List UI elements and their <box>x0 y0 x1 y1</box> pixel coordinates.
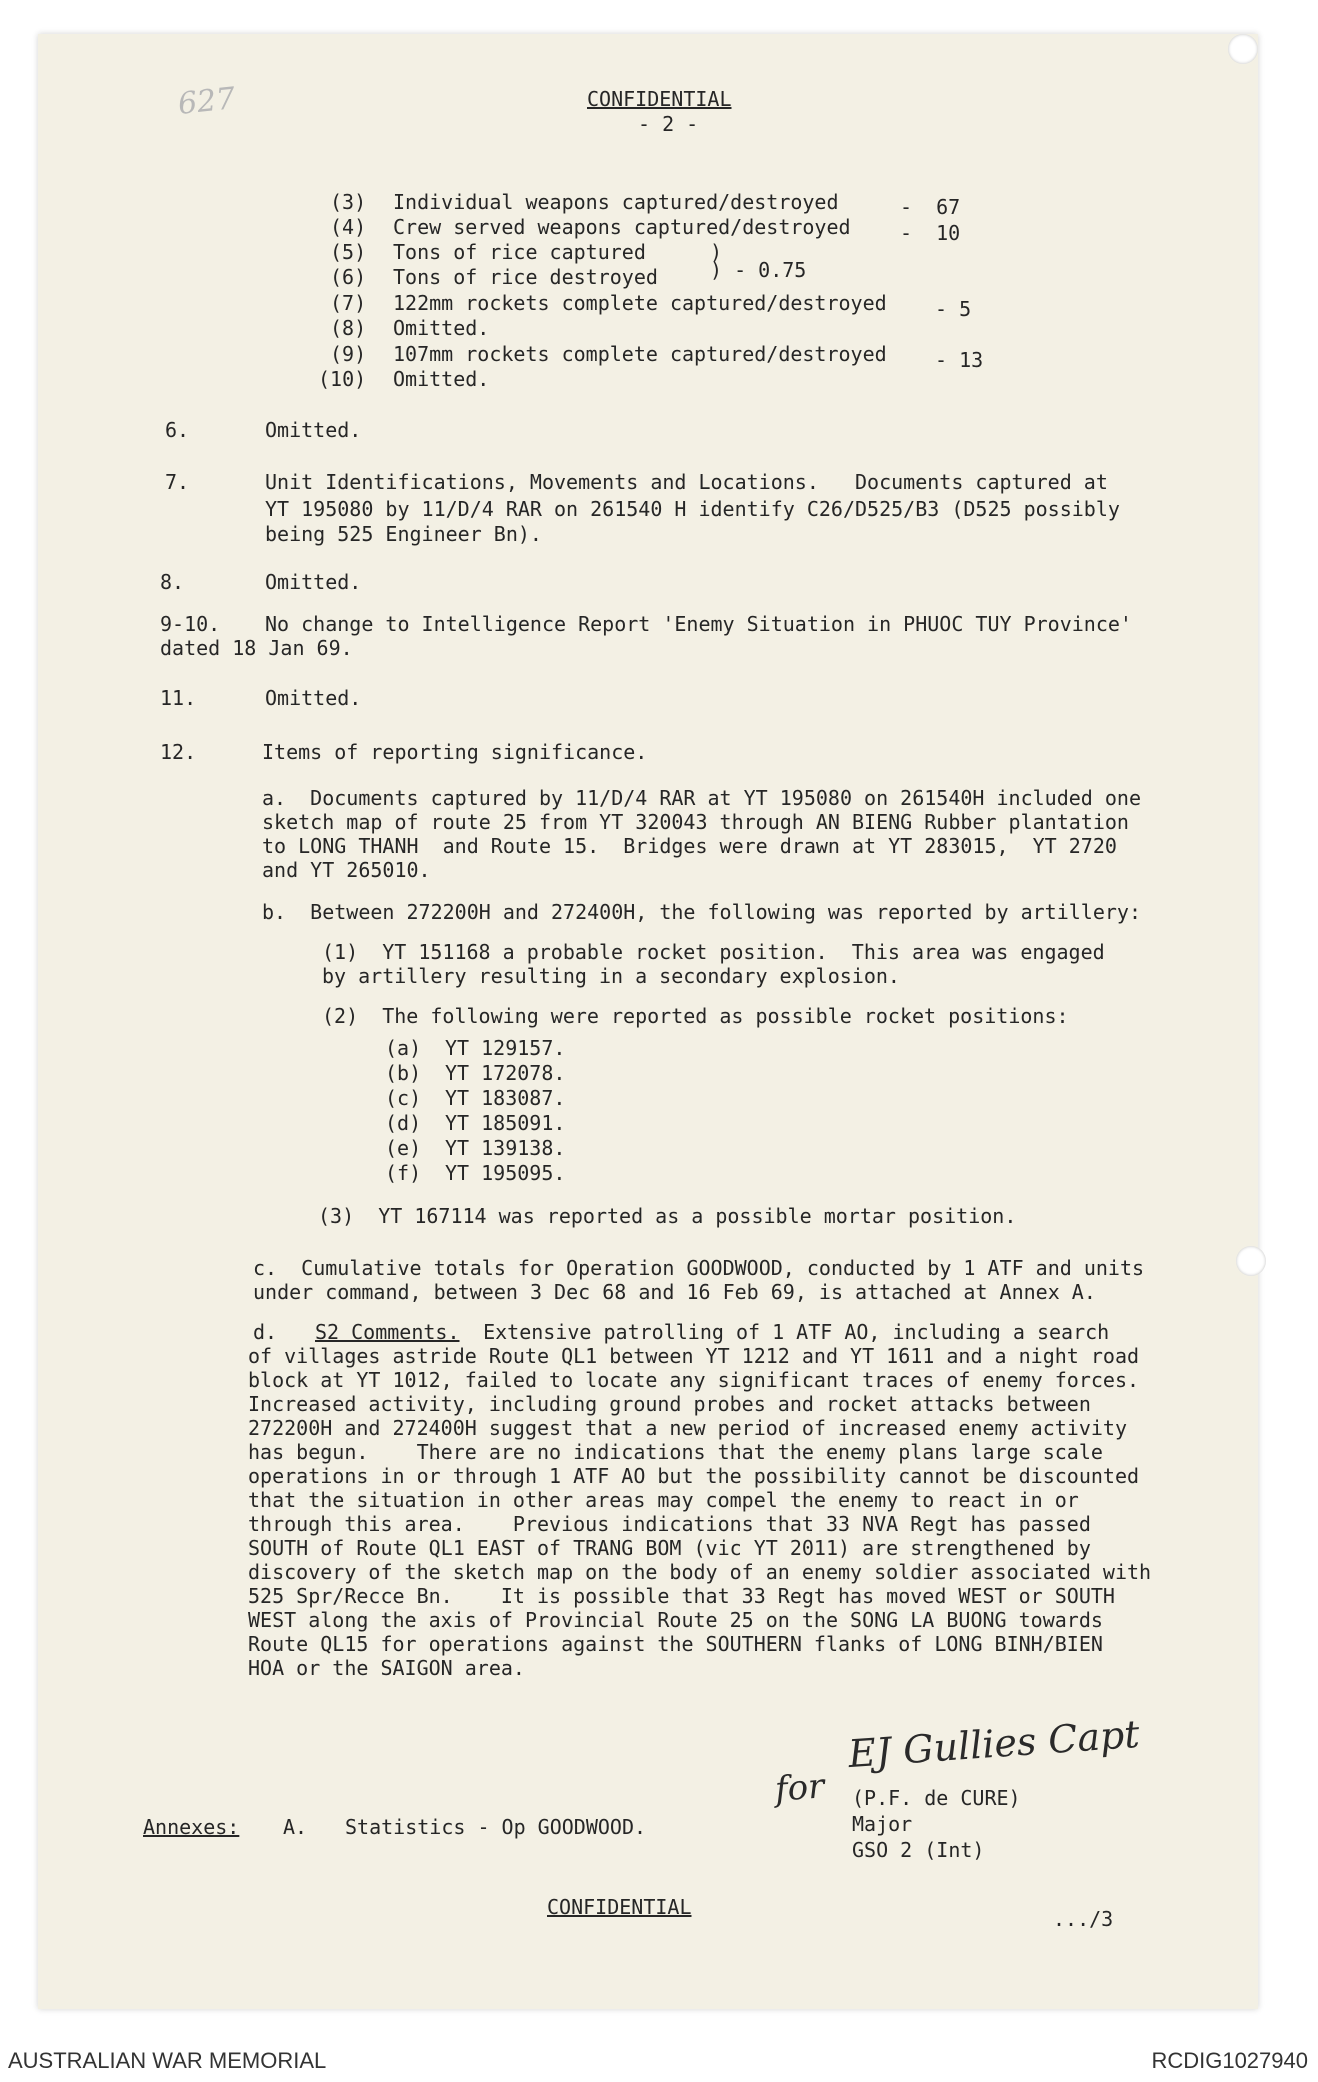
paragraph-text: 525 Spr/Recce Bn. It is possible that 33 Regt has moved WEST or SOUTH <box>248 1584 1115 1608</box>
stat-text: Tons of rice captured <box>393 240 646 264</box>
grid-ref: YT 172078. <box>445 1061 566 1085</box>
paragraph-text: b. Between 272200H and 272400H, the following was reported by artillery: <box>262 900 1141 924</box>
paragraph-number: 7. <box>165 470 190 494</box>
grid-ref: YT 139138. <box>445 1136 566 1160</box>
stat-value: - 13 <box>935 348 984 372</box>
paragraph-label: d. <box>253 1320 278 1344</box>
stat-text: Individual weapons captured/destroyed <box>393 190 839 214</box>
grid-ref-label: (b) <box>385 1061 422 1085</box>
paragraph-text: SOUTH of Route QL1 EAST of TRANG BOM (vic YT 2011) are strengthened by <box>248 1536 1091 1560</box>
paragraph-text: Extensive patrolling of 1 ATF AO, including a search <box>459 1320 1110 1344</box>
page-number: - 2 - <box>638 112 699 136</box>
paragraph-title: Items of reporting significance. <box>262 740 648 764</box>
stat-number: (9) <box>330 342 367 366</box>
paragraph-number: 6. <box>165 418 190 442</box>
paragraph-text: sketch map of route 25 from YT 320043 through AN BIENG Rubber plantation <box>262 810 1129 834</box>
stat-number: (10) <box>318 367 367 391</box>
paragraph-text: Omitted. <box>265 686 362 710</box>
stat-number: (4) <box>330 215 367 239</box>
classification-footer: CONFIDENTIAL <box>547 1895 692 1919</box>
stat-text: 107mm rockets complete captured/destroyed <box>393 342 887 366</box>
paragraph-text: (3) YT 167114 was reported as a possible mortar position. <box>318 1204 1017 1228</box>
stat-text: Crew served weapons captured/destroyed <box>393 215 851 239</box>
stat-value: ) <box>710 240 723 264</box>
stat-number: (5) <box>330 240 367 264</box>
paragraph-text: a. Documents captured by 11/D/4 RAR at YT 195080 on 261540H included one <box>262 786 1141 810</box>
stat-text: Omitted. <box>393 367 490 391</box>
paragraph-text: Omitted. <box>265 570 362 594</box>
paragraph-text: has begun. There are no indications that the enemy plans large scale <box>248 1440 1103 1464</box>
archive-reference: RCDIG1027940 <box>1151 2048 1308 2073</box>
grid-ref-label: (f) <box>385 1161 422 1185</box>
grid-ref: YT 185091. <box>445 1111 566 1135</box>
paragraph-text: Increased activity, including ground probes and rocket attacks between <box>248 1392 1091 1416</box>
paragraph-text: c. Cumulative totals for Operation GOODWOOD, conducted by 1 ATF and units <box>253 1256 1145 1280</box>
stat-value: - 10 <box>900 221 961 245</box>
stat-value: - 67 <box>900 195 961 219</box>
archive-caption-bar <box>0 2040 1318 2082</box>
grid-ref: YT 183087. <box>445 1086 566 1110</box>
paragraph-number: 9-10. <box>160 612 221 636</box>
punch-hole <box>1236 1246 1266 1276</box>
classification-header: CONFIDENTIAL <box>587 87 732 111</box>
grid-ref-label: (c) <box>385 1086 422 1110</box>
stat-text: 122mm rockets complete captured/destroyed <box>393 291 887 315</box>
annex-title: Statistics - Op GOODWOOD. <box>345 1815 647 1839</box>
stat-value: ) - 0.75 <box>710 258 807 282</box>
stat-value: - 5 <box>935 297 972 321</box>
annex-letter: A. <box>283 1815 308 1839</box>
signatory-rank: Major <box>852 1812 913 1836</box>
paragraph-text: block at YT 1012, failed to locate any significant traces of enemy forces. <box>248 1368 1140 1392</box>
paragraph-text: of villages astride Route QL1 between YT 1212 and YT 1611 and a night road <box>248 1344 1140 1368</box>
stat-number: (3) <box>330 190 367 214</box>
handwritten-signature: EJ Gullies Capt <box>846 1711 1141 1777</box>
signatory-appointment: GSO 2 (Int) <box>852 1838 985 1862</box>
paragraph-text: operations in or through 1 ATF AO but the possibility cannot be discounted <box>248 1464 1140 1488</box>
paragraph-text: Route QL15 for operations against the SOUTHERN flanks of LONG BINH/BIEN <box>248 1632 1103 1656</box>
paragraph-text: to LONG THANH and Route 15. Bridges were drawn at YT 283015, YT 2720 <box>262 834 1117 858</box>
paragraph-text: (1) YT 151168 a probable rocket position. This area was engaged <box>322 940 1105 964</box>
paragraph-text: that the situation in other areas may compel the enemy to react in or <box>248 1488 1079 1512</box>
paragraph-text: being 525 Engineer Bn). <box>265 522 542 546</box>
punch-hole <box>1228 34 1258 64</box>
stat-text: Tons of rice destroyed <box>393 265 658 289</box>
paragraph-text: HOA or the SAIGON area. <box>248 1656 525 1680</box>
grid-ref-label: (a) <box>385 1036 422 1060</box>
grid-ref: YT 195095. <box>445 1161 566 1185</box>
paragraph-text: 272200H and 272400H suggest that a new period of increased enemy activity <box>248 1416 1127 1440</box>
s2-comments-heading: S2 Comments. <box>315 1320 460 1344</box>
paragraph-text: by artillery resulting in a secondary explosion. <box>322 964 900 988</box>
stat-text: Omitted. <box>393 316 490 340</box>
stat-number: (7) <box>330 291 367 315</box>
paragraph-text: Unit Identifications, Movements and Locations. Documents captured at <box>265 470 1108 494</box>
paragraph-text: WEST along the axis of Provincial Route 25 on the SONG LA BUONG towards <box>248 1608 1103 1632</box>
paragraph-text: YT 195080 by 11/D/4 RAR on 261540 H identify C26/D525/B3 (D525 possibly <box>265 497 1120 521</box>
for-signature-mark: for <box>773 1766 826 1810</box>
paragraph-text: (2) The following were reported as possible rocket positions: <box>322 1004 1069 1028</box>
paragraph-text: No change to Intelligence Report 'Enemy Situation in PHUOC TUY Province' <box>265 612 1132 636</box>
paragraph-text: Omitted. <box>265 418 362 442</box>
paragraph-number: 8. <box>160 570 185 594</box>
continuation-marker: .../3 <box>1053 1907 1114 1931</box>
archive-name: AUSTRALIAN WAR MEMORIAL <box>8 2048 327 2073</box>
grid-ref: YT 129157. <box>445 1036 566 1060</box>
paragraph-text: dated 18 Jan 69. <box>160 636 353 660</box>
paragraph-text: discovery of the sketch map on the body of an enemy soldier associated with <box>248 1560 1152 1584</box>
paragraph-number: 11. <box>160 686 197 710</box>
grid-ref-label: (e) <box>385 1136 422 1160</box>
annexes-label: Annexes: <box>143 1815 240 1839</box>
paragraph-text: under command, between 3 Dec 68 and 16 Feb 69, is attached at Annex A. <box>253 1280 1096 1304</box>
paragraph-number: 12. <box>160 740 197 764</box>
stat-number: (6) <box>330 265 367 289</box>
signatory-name: (P.F. de CURE) <box>852 1786 1021 1810</box>
grid-ref-label: (d) <box>385 1111 422 1135</box>
pencil-annotation: 627 <box>176 81 237 122</box>
stat-number: (8) <box>330 316 367 340</box>
paragraph-text: through this area. Previous indications that 33 NVA Regt has passed <box>248 1512 1091 1536</box>
paragraph-text: and YT 265010. <box>262 858 431 882</box>
